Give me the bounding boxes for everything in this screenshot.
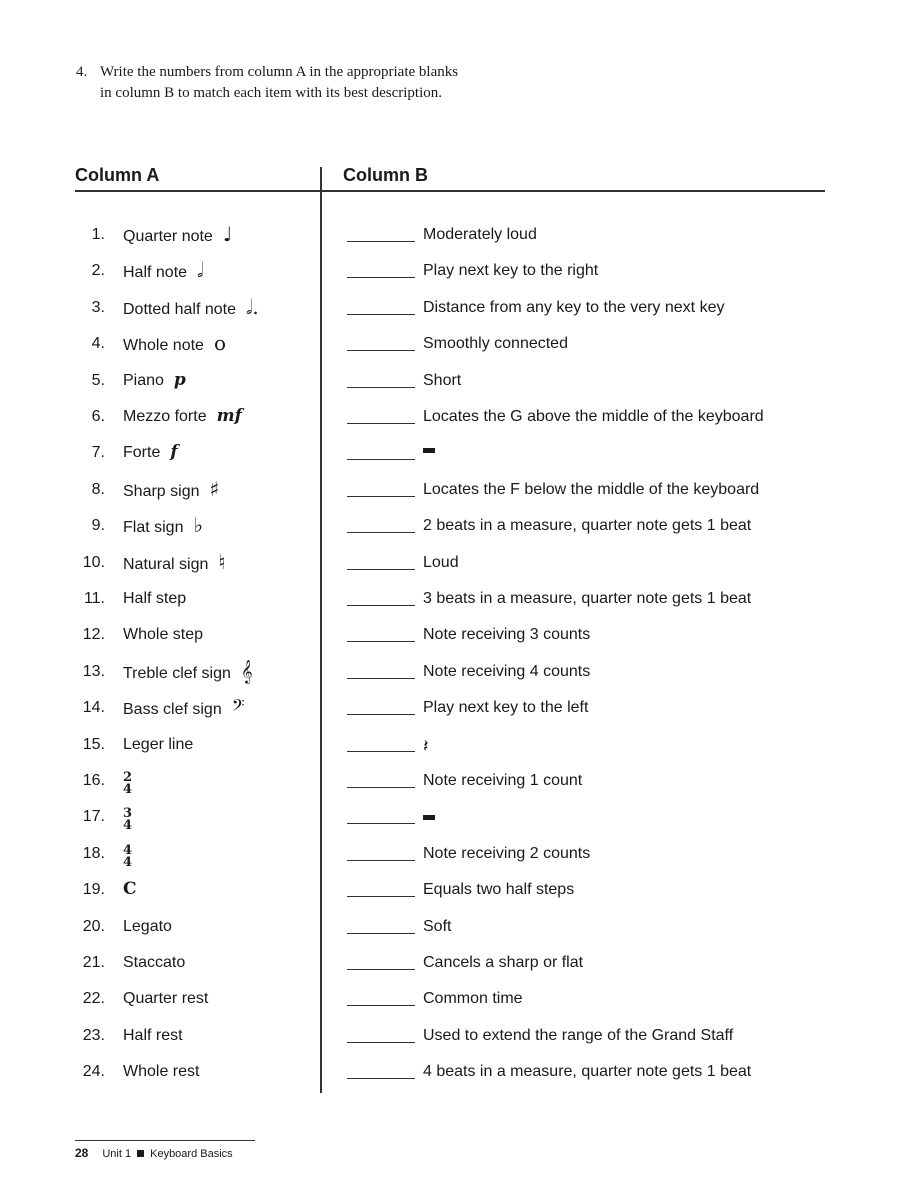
answer-blank[interactable]	[347, 751, 415, 752]
answer-blank[interactable]	[347, 714, 415, 715]
item-number: 12.	[82, 626, 105, 644]
term-label: Half step	[123, 590, 187, 607]
answer-blank[interactable]	[347, 350, 415, 351]
list-item	[0, 842, 900, 881]
time-signature-icon	[123, 772, 132, 796]
column-b-description: Note receiving 2 counts	[423, 844, 591, 862]
list-item	[0, 369, 900, 408]
square-bullet-icon	[137, 1150, 144, 1157]
sharp-sign-icon: ♯	[209, 476, 220, 501]
item-number: 23.	[82, 1026, 105, 1044]
answer-blank[interactable]	[347, 277, 415, 278]
item-number: 24.	[82, 1063, 105, 1081]
column-a-term	[123, 369, 186, 390]
list-item	[0, 658, 900, 699]
answer-blank[interactable]	[347, 1078, 415, 1079]
item-number: 11.	[83, 590, 105, 607]
column-b-description: 3 beats in a measure, quarter note gets 1 beat	[423, 590, 752, 607]
item-number: 8.	[91, 480, 105, 498]
column-b-description: Distance from any key to the very next key	[423, 298, 725, 316]
answer-blank[interactable]	[347, 569, 415, 570]
list-item	[0, 408, 900, 444]
column-a-header: Column A	[75, 165, 160, 185]
term-label: Flat sign	[123, 519, 184, 537]
term-label: Whole note	[123, 337, 204, 355]
header-divider	[75, 190, 825, 192]
answer-blank[interactable]	[347, 678, 415, 679]
list-item	[0, 1027, 900, 1063]
term-label: Dotted half note	[123, 300, 236, 318]
column-a-term	[123, 736, 193, 754]
answer-blank[interactable]	[347, 459, 415, 460]
column-b-description: Locates the F below the middle of the keyboard	[423, 480, 760, 498]
column-a-term	[123, 408, 242, 426]
page-footer	[75, 1146, 233, 1160]
unit-label: Unit 1	[102, 1148, 132, 1160]
list-item	[0, 222, 900, 262]
item-number: 10.	[82, 553, 105, 571]
section-label: Keyboard Basics	[150, 1148, 233, 1160]
answer-blank[interactable]	[347, 387, 415, 388]
list-item	[0, 918, 900, 954]
column-a-term	[123, 695, 245, 720]
list-item	[0, 881, 900, 917]
bass-clef-icon: 𝄢	[231, 695, 245, 720]
time-signature-bottom: 4	[123, 854, 133, 870]
column-b-description: Note receiving 1 count	[423, 772, 583, 789]
column-a-term	[123, 842, 133, 870]
answer-blank[interactable]	[347, 641, 415, 642]
term-label: Whole step	[123, 626, 204, 644]
column-a-term	[123, 549, 226, 574]
piano-dynamic-icon: p	[173, 369, 186, 390]
whole-note-icon: o	[213, 331, 226, 356]
item-number: 18.	[82, 844, 105, 862]
term-label: Natural sign	[123, 555, 209, 573]
column-b-description: Used to extend the range of the Grand Staff	[423, 1026, 734, 1044]
column-a-term	[123, 590, 186, 608]
column-b-description: Common time	[423, 990, 523, 1008]
quarter-rest-icon: 𝄽	[423, 735, 429, 757]
term-label: Piano	[123, 371, 164, 389]
time-signature-bottom: 4	[123, 782, 133, 797]
time-signature-icon	[123, 842, 133, 870]
column-a-term	[123, 222, 233, 246]
column-a-term	[123, 1027, 183, 1045]
instructions-line-1: Write the numbers from column A in the appropriate blanks	[100, 64, 459, 80]
whole-rest-icon	[423, 448, 435, 453]
half-note-icon: 𝅗𝅥	[197, 258, 204, 283]
column-a-term	[123, 331, 226, 356]
column-a-term	[123, 990, 208, 1008]
item-number: 5.	[91, 371, 105, 389]
column-b-description: 2 beats in a measure, quarter note gets 1 beat	[423, 517, 752, 535]
column-b-description: Smoothly connected	[423, 335, 568, 353]
term-label: Mezzo forte	[123, 408, 207, 425]
instructions	[76, 62, 596, 104]
item-number: 21.	[82, 954, 105, 971]
column-b-description: Moderately loud	[423, 226, 537, 243]
column-a-term	[123, 1063, 199, 1081]
item-number: 16.	[82, 772, 105, 789]
column-b-description	[423, 444, 435, 462]
column-a-term	[123, 658, 253, 683]
column-b-header: Column B	[343, 165, 428, 185]
flat-sign-icon: ♭	[193, 513, 203, 538]
item-number: 3.	[91, 298, 105, 316]
column-b-description: Locates the G above the middle of the keyboard	[423, 408, 764, 425]
common-time-icon: C	[123, 879, 137, 900]
answer-blank[interactable]	[347, 496, 415, 497]
term-label: Bass clef sign	[123, 701, 222, 719]
item-number: 15.	[82, 735, 105, 753]
footer-divider	[75, 1140, 255, 1141]
time-signature-icon	[123, 808, 132, 832]
time-signature-top: 2	[123, 770, 133, 785]
treble-clef-icon: 𝄞	[240, 658, 253, 683]
answer-blank[interactable]	[347, 532, 415, 533]
list-item	[0, 808, 900, 844]
natural-sign-icon: ♮	[218, 549, 226, 574]
item-number: 13.	[82, 662, 105, 680]
column-a-term	[123, 513, 203, 538]
answer-blank[interactable]	[347, 896, 415, 897]
forte-dynamic-icon: f	[170, 442, 178, 463]
page-number: 28	[75, 1146, 89, 1160]
column-a-term	[123, 772, 132, 796]
column-a-term	[123, 881, 137, 899]
list-item	[0, 772, 900, 808]
item-number: 22.	[82, 990, 105, 1008]
column-b-description	[423, 736, 429, 757]
column-b-description	[423, 808, 435, 826]
column-b-description: Play next key to the right	[423, 262, 599, 280]
list-item	[0, 1063, 900, 1099]
term-label: Forte	[123, 444, 161, 462]
item-number: 20.	[82, 917, 105, 935]
term-label: Leger line	[123, 735, 194, 753]
answer-blank[interactable]	[347, 605, 415, 606]
term-label: Whole rest	[123, 1063, 200, 1081]
answer-blank[interactable]	[347, 787, 415, 788]
term-label: Treble clef sign	[123, 664, 231, 682]
answer-blank[interactable]	[347, 969, 415, 970]
item-number: 6.	[91, 408, 105, 425]
list-item	[0, 331, 900, 371]
list-item	[0, 954, 900, 990]
list-item	[0, 549, 900, 590]
answer-blank[interactable]	[347, 1005, 415, 1006]
term-label: Quarter rest	[123, 990, 209, 1008]
column-a-term	[123, 626, 203, 644]
answer-blank[interactable]	[347, 1042, 415, 1043]
column-a-term	[123, 954, 185, 972]
item-number: 1.	[91, 226, 105, 243]
column-b-description: Note receiving 3 counts	[423, 626, 591, 644]
answer-blank[interactable]	[347, 241, 415, 242]
item-number: 14.	[82, 699, 105, 717]
list-item	[0, 695, 900, 735]
list-item	[0, 444, 900, 480]
quarter-note-icon: ♩	[222, 222, 233, 246]
list-item	[0, 294, 900, 335]
column-a-term	[123, 444, 178, 462]
question-number: 4.	[76, 64, 88, 80]
term-label: Legato	[123, 917, 172, 935]
column-b-description: Play next key to the left	[423, 699, 589, 717]
item-number: 19.	[82, 881, 105, 899]
list-item	[0, 590, 900, 626]
column-a-term	[123, 918, 172, 936]
column-b-description: Soft	[423, 917, 452, 935]
term-label: Half rest	[123, 1026, 183, 1044]
answer-blank[interactable]	[347, 933, 415, 934]
column-b-description: Loud	[423, 553, 459, 571]
column-b-description: Equals two half steps	[423, 881, 575, 899]
column-b-description: 4 beats in a measure, quarter note gets 1 beat	[423, 1063, 752, 1081]
answer-blank[interactable]	[347, 860, 415, 861]
item-number: 2.	[91, 262, 105, 280]
column-a-term	[123, 476, 220, 501]
term-label: Quarter note	[123, 228, 213, 245]
mezzo-forte-dynamic-icon: mf	[216, 406, 242, 426]
term-label: Sharp sign	[123, 482, 200, 500]
time-signature-top: 3	[123, 806, 133, 822]
item-number: 17.	[82, 808, 105, 826]
answer-blank[interactable]	[347, 823, 415, 824]
time-signature-top: 4	[123, 842, 133, 858]
column-a-term	[123, 258, 204, 283]
column-a-term	[123, 808, 132, 832]
answer-blank[interactable]	[347, 314, 415, 315]
item-number: 4.	[91, 335, 105, 353]
time-signature-bottom: 4	[123, 818, 133, 834]
list-item	[0, 513, 900, 553]
item-number: 9.	[91, 517, 105, 535]
list-item	[0, 476, 900, 517]
column-b-description: Cancels a sharp or flat	[423, 954, 584, 971]
dotted-half-note-icon: 𝅗𝅥.	[245, 294, 259, 319]
instructions-line-2: in column B to match each item with its best description.	[100, 85, 443, 101]
column-a-term	[123, 294, 259, 319]
list-item	[0, 626, 900, 662]
term-label: Staccato	[123, 954, 186, 971]
answer-blank[interactable]	[347, 423, 415, 424]
item-number: 7.	[91, 444, 105, 462]
list-item	[0, 258, 900, 298]
term-label: Half note	[123, 264, 188, 282]
column-b-description: Note receiving 4 counts	[423, 662, 591, 680]
list-item	[0, 990, 900, 1026]
list-item	[0, 736, 900, 772]
column-b-description: Short	[423, 371, 462, 389]
half-rest-icon	[423, 815, 435, 820]
